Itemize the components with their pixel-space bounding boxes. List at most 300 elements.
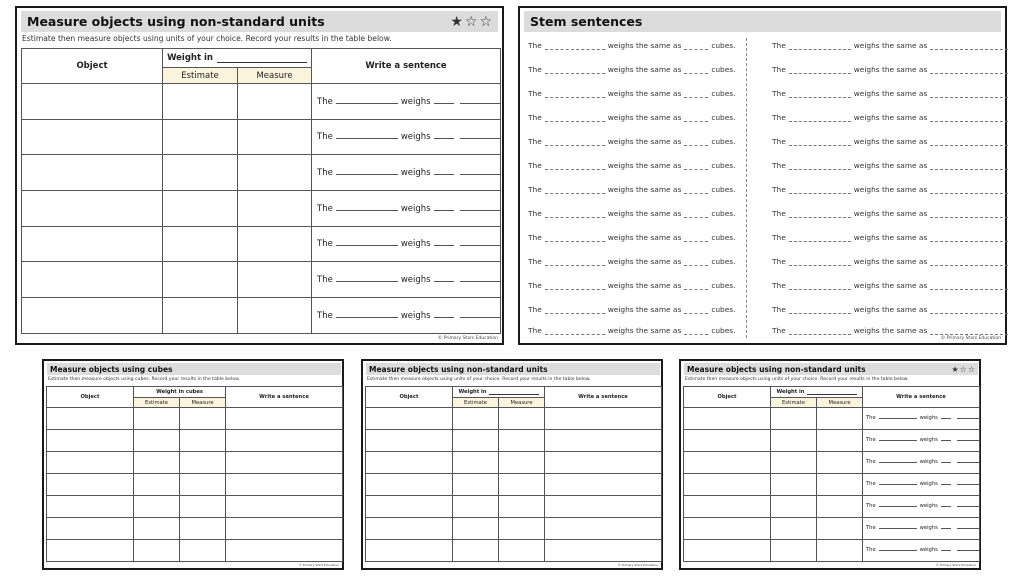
unit-blank[interactable]	[957, 484, 980, 485]
column-header-estimate: Estimate	[453, 398, 499, 408]
stem-sentence	[772, 182, 1011, 194]
number-blank[interactable]	[684, 334, 708, 335]
estimate-cell[interactable]	[771, 452, 817, 474]
number-blank[interactable]	[684, 313, 708, 314]
table-row	[366, 518, 662, 540]
estimate-cell[interactable]	[771, 474, 817, 496]
object-blank[interactable]	[789, 265, 851, 266]
sentence-cell[interactable]	[226, 540, 343, 562]
stem-word-the: The	[772, 209, 786, 218]
object-cell[interactable]	[22, 226, 163, 262]
object-blank[interactable]	[930, 313, 1008, 314]
stem-sentence	[528, 323, 736, 335]
measure-cell[interactable]	[817, 474, 863, 496]
estimate-cell[interactable]	[134, 540, 180, 562]
object-blank[interactable]	[545, 289, 605, 290]
column-header-object: Object	[22, 49, 163, 84]
table-row	[684, 474, 980, 496]
estimate-cell[interactable]	[453, 430, 499, 452]
weight-unit-blank	[217, 62, 307, 63]
table-row	[22, 191, 501, 227]
measure-cell[interactable]	[238, 155, 312, 191]
amount-blank[interactable]	[941, 462, 951, 463]
stem-word-cubes: cubes.	[711, 185, 736, 194]
amount-blank[interactable]	[434, 245, 454, 246]
table-row	[684, 408, 980, 430]
stem-phrase-weighs-same: weighs the same as	[607, 137, 682, 146]
amount-blank[interactable]	[941, 506, 951, 507]
worksheet-title: Measure objects using non-standard units	[687, 364, 866, 374]
object-cell[interactable]	[366, 496, 453, 518]
object-cell[interactable]	[22, 119, 163, 155]
object-cell[interactable]	[684, 408, 771, 430]
object-blank[interactable]	[336, 245, 398, 246]
object-cell[interactable]	[366, 408, 453, 430]
stem-sentence	[528, 278, 736, 290]
stem-sentence	[772, 302, 1011, 314]
object-blank[interactable]	[930, 49, 1008, 50]
stem-word-the: The	[772, 281, 786, 290]
object-cell[interactable]	[22, 191, 163, 227]
measure-cell[interactable]	[180, 408, 226, 430]
stem-phrase-weighs-same: weighs the same as	[607, 233, 682, 242]
stem-phrase-weighs-same: weighs the same as	[853, 257, 928, 266]
estimate-cell[interactable]	[453, 408, 499, 430]
sentence-cell[interactable]	[863, 540, 980, 562]
object-blank[interactable]	[545, 97, 605, 98]
stem-sentence	[772, 278, 1011, 290]
measure-cell[interactable]	[180, 474, 226, 496]
estimate-cell[interactable]	[163, 298, 238, 334]
unit-blank[interactable]	[460, 138, 501, 139]
sentence-cell[interactable]	[863, 518, 980, 540]
estimate-cell[interactable]	[771, 430, 817, 452]
stem-word-weighs: weighs	[919, 415, 938, 421]
object-blank[interactable]	[930, 265, 1008, 266]
estimate-cell[interactable]	[163, 155, 238, 191]
estimate-cell[interactable]	[134, 408, 180, 430]
object-cell[interactable]	[684, 474, 771, 496]
worksheet-instructions: Estimate then measure objects using units of your choice. Record your results in the table below.	[685, 377, 909, 382]
object-cell[interactable]	[684, 452, 771, 474]
estimate-cell[interactable]	[771, 496, 817, 518]
object-blank[interactable]	[879, 528, 917, 529]
object-blank[interactable]	[930, 169, 1008, 170]
column-header-measure: Measure	[238, 68, 312, 84]
sentence-cell[interactable]	[226, 452, 343, 474]
measure-cell[interactable]	[817, 496, 863, 518]
star-empty-icon: ☆	[479, 13, 492, 30]
amount-blank[interactable]	[434, 174, 454, 175]
unit-blank[interactable]	[460, 317, 501, 318]
sentence-cell[interactable]	[312, 155, 501, 191]
unit-blank[interactable]	[460, 174, 501, 175]
stem-word-weighs: weighs	[400, 275, 431, 286]
measure-cell[interactable]	[238, 119, 312, 155]
stem-word-the: The	[528, 65, 542, 74]
measure-cell[interactable]	[180, 452, 226, 474]
stem-phrase-weighs-same: weighs the same as	[607, 209, 682, 218]
sentence-cell[interactable]	[226, 518, 343, 540]
number-blank[interactable]	[684, 265, 708, 266]
object-blank[interactable]	[879, 462, 917, 463]
measure-cell[interactable]	[817, 430, 863, 452]
sentence-cell[interactable]	[226, 430, 343, 452]
object-cell[interactable]	[47, 518, 134, 540]
object-cell[interactable]	[22, 262, 163, 298]
stem-word-the: The	[866, 547, 876, 553]
measure-cell[interactable]	[238, 298, 312, 334]
amount-blank[interactable]	[941, 550, 951, 551]
object-cell[interactable]	[684, 430, 771, 452]
estimate-cell[interactable]	[134, 474, 180, 496]
unit-blank[interactable]	[460, 210, 501, 211]
estimate-cell[interactable]	[453, 496, 499, 518]
sentence-cell[interactable]	[545, 452, 662, 474]
estimate-cell[interactable]	[134, 496, 180, 518]
column-header-sentence: Write a sentence	[226, 387, 343, 408]
object-cell[interactable]	[366, 540, 453, 562]
measure-cell[interactable]	[499, 452, 545, 474]
object-blank[interactable]	[789, 334, 851, 335]
sentence-cell[interactable]	[863, 496, 980, 518]
object-blank[interactable]	[930, 241, 1008, 242]
estimate-cell[interactable]	[771, 408, 817, 430]
amount-blank[interactable]	[434, 210, 454, 211]
sentence-cell[interactable]	[863, 474, 980, 496]
object-cell[interactable]	[684, 496, 771, 518]
stem-word-cubes: cubes.	[711, 257, 736, 266]
object-blank[interactable]	[789, 241, 851, 242]
table-row	[366, 496, 662, 518]
object-blank[interactable]	[789, 193, 851, 194]
stem-phrase-weighs-same: weighs the same as	[607, 326, 682, 335]
stem-word-the: The	[317, 239, 333, 250]
object-blank[interactable]	[930, 217, 1008, 218]
stem-phrase-weighs-same: weighs the same as	[853, 137, 928, 146]
stem-word-cubes: cubes.	[711, 161, 736, 170]
amount-blank[interactable]	[941, 418, 951, 419]
stem-word-weighs: weighs	[919, 437, 938, 443]
stem-sentence	[528, 302, 736, 314]
object-blank[interactable]	[336, 174, 398, 175]
sentence-cell[interactable]	[545, 496, 662, 518]
estimate-cell[interactable]	[134, 452, 180, 474]
sentence-cell[interactable]	[863, 430, 980, 452]
stem-word-weighs: weighs	[400, 132, 431, 143]
object-blank[interactable]	[930, 193, 1008, 194]
object-cell[interactable]	[22, 298, 163, 334]
object-blank[interactable]	[789, 145, 851, 146]
sentence-cell[interactable]	[312, 191, 501, 227]
table-row	[47, 452, 343, 474]
stem-word-weighs: weighs	[919, 481, 938, 487]
measure-cell[interactable]	[499, 474, 545, 496]
object-blank[interactable]	[545, 241, 605, 242]
number-blank[interactable]	[684, 121, 708, 122]
stem-word-the: The	[528, 209, 542, 218]
object-cell[interactable]	[47, 540, 134, 562]
sentence-cell[interactable]	[545, 474, 662, 496]
estimate-cell[interactable]	[453, 540, 499, 562]
stem-word-weighs: weighs	[400, 168, 431, 179]
copyright-footer: © Primary Stars Education	[940, 336, 1001, 341]
number-blank[interactable]	[684, 145, 708, 146]
object-blank[interactable]	[789, 289, 851, 290]
measure-cell[interactable]	[499, 518, 545, 540]
stem-phrase-weighs-same: weighs the same as	[607, 305, 682, 314]
stem-sentence	[528, 62, 736, 74]
sentence-cell[interactable]	[545, 408, 662, 430]
object-blank[interactable]	[879, 484, 917, 485]
number-blank[interactable]	[684, 169, 708, 170]
object-blank[interactable]	[789, 169, 851, 170]
object-cell[interactable]	[22, 155, 163, 191]
object-blank[interactable]	[930, 289, 1008, 290]
sentence-cell[interactable]	[545, 540, 662, 562]
measure-cell[interactable]	[499, 496, 545, 518]
results-table	[46, 386, 343, 562]
object-blank[interactable]	[336, 138, 398, 139]
column-header-estimate: Estimate	[163, 68, 238, 84]
star-empty-icon: ☆	[464, 13, 478, 30]
object-blank[interactable]	[879, 550, 917, 551]
sentence-cell[interactable]	[312, 226, 501, 262]
object-blank[interactable]	[545, 265, 605, 266]
stem-word-weighs: weighs	[919, 547, 938, 553]
number-blank[interactable]	[684, 289, 708, 290]
unit-blank[interactable]	[957, 440, 980, 441]
measure-cell[interactable]	[499, 430, 545, 452]
copyright-footer: © Primary Stars Education	[298, 563, 339, 567]
worksheet-stem-sentences	[518, 6, 1007, 345]
stem-word-the: The	[772, 137, 786, 146]
estimate-cell[interactable]	[771, 540, 817, 562]
measure-cell[interactable]	[817, 518, 863, 540]
sentence-cell[interactable]	[312, 298, 501, 334]
sentence-cell[interactable]	[863, 452, 980, 474]
measure-cell[interactable]	[238, 226, 312, 262]
object-blank[interactable]	[336, 317, 398, 318]
stem-word-the: The	[528, 233, 542, 242]
unit-blank[interactable]	[957, 418, 980, 419]
stem-word-cubes: cubes.	[711, 113, 736, 122]
object-blank[interactable]	[789, 121, 851, 122]
estimate-cell[interactable]	[453, 474, 499, 496]
object-cell[interactable]	[47, 430, 134, 452]
amount-blank[interactable]	[941, 440, 951, 441]
results-table	[365, 386, 662, 562]
measure-cell[interactable]	[180, 540, 226, 562]
stem-word-cubes: cubes.	[711, 281, 736, 290]
sentence-cell[interactable]	[312, 119, 501, 155]
stem-word-the: The	[528, 281, 542, 290]
object-blank[interactable]	[336, 210, 398, 211]
object-blank[interactable]	[789, 49, 851, 50]
stem-phrase-weighs-same: weighs the same as	[853, 305, 928, 314]
amount-blank[interactable]	[941, 528, 951, 529]
column-header-estimate: Estimate	[771, 398, 817, 408]
stem-phrase-weighs-same: weighs the same as	[853, 185, 928, 194]
sentence-cell[interactable]	[863, 408, 980, 430]
measure-cell[interactable]	[180, 518, 226, 540]
sentence-cell[interactable]	[312, 84, 501, 120]
amount-blank[interactable]	[434, 103, 454, 104]
weight-in-label: Weight in	[776, 389, 805, 395]
object-blank[interactable]	[545, 73, 605, 74]
number-blank[interactable]	[684, 49, 708, 50]
measure-cell[interactable]	[238, 84, 312, 120]
unit-blank[interactable]	[957, 528, 980, 529]
object-cell[interactable]	[684, 518, 771, 540]
stem-word-cubes: cubes.	[711, 89, 736, 98]
stem-phrase-weighs-same: weighs the same as	[607, 89, 682, 98]
object-cell[interactable]	[366, 518, 453, 540]
amount-blank[interactable]	[434, 281, 454, 282]
estimate-cell[interactable]	[163, 226, 238, 262]
sentence-cell[interactable]	[545, 430, 662, 452]
worksheet-measure-non-standard-stems-small	[679, 359, 981, 570]
table-row	[684, 540, 980, 562]
column-header-weight	[163, 49, 312, 68]
unit-blank[interactable]	[460, 281, 501, 282]
stem-word-the: The	[772, 113, 786, 122]
measure-cell[interactable]	[180, 496, 226, 518]
object-blank[interactable]	[545, 313, 605, 314]
estimate-cell[interactable]	[163, 191, 238, 227]
measure-cell[interactable]	[238, 191, 312, 227]
number-blank[interactable]	[684, 73, 708, 74]
estimate-cell[interactable]	[771, 518, 817, 540]
stem-phrase-weighs-same: weighs the same as	[853, 326, 928, 335]
stem-word-weighs: weighs	[400, 239, 431, 250]
amount-blank[interactable]	[434, 138, 454, 139]
stem-word-weighs: weighs	[919, 459, 938, 465]
difficulty-stars	[951, 365, 975, 374]
object-blank[interactable]	[879, 418, 917, 419]
table-row	[22, 262, 501, 298]
weight-in-label: Weight in	[167, 53, 213, 63]
stem-word-the: The	[772, 257, 786, 266]
object-blank[interactable]	[930, 334, 1008, 335]
stem-word-cubes: cubes.	[711, 305, 736, 314]
stem-word-the: The	[772, 65, 786, 74]
object-blank[interactable]	[930, 145, 1008, 146]
object-blank[interactable]	[930, 73, 1008, 74]
stem-word-the: The	[528, 41, 542, 50]
estimate-cell[interactable]	[134, 430, 180, 452]
amount-blank[interactable]	[941, 484, 951, 485]
stem-phrase-weighs-same: weighs the same as	[607, 281, 682, 290]
sentence-cell[interactable]	[545, 518, 662, 540]
table-row	[366, 474, 662, 496]
estimate-cell[interactable]	[453, 518, 499, 540]
worksheet-instructions: Estimate then measure objects using units of your choice. Record your results in the table below.	[22, 34, 392, 43]
object-cell[interactable]	[47, 452, 134, 474]
number-blank[interactable]	[684, 241, 708, 242]
object-blank[interactable]	[789, 73, 851, 74]
worksheet-title: Measure objects using cubes	[50, 364, 173, 374]
number-blank[interactable]	[684, 217, 708, 218]
unit-blank[interactable]	[957, 462, 980, 463]
unit-blank[interactable]	[460, 245, 501, 246]
object-cell[interactable]	[366, 474, 453, 496]
measure-cell[interactable]	[817, 540, 863, 562]
stem-word-the: The	[772, 89, 786, 98]
stem-word-the: The	[528, 113, 542, 122]
number-blank[interactable]	[684, 193, 708, 194]
unit-blank[interactable]	[957, 550, 980, 551]
number-blank[interactable]	[684, 97, 708, 98]
object-blank[interactable]	[879, 506, 917, 507]
stem-word-the: The	[528, 161, 542, 170]
estimate-cell[interactable]	[453, 452, 499, 474]
object-blank[interactable]	[545, 121, 605, 122]
stem-word-the: The	[528, 326, 542, 335]
measure-cell[interactable]	[499, 540, 545, 562]
object-blank[interactable]	[789, 313, 851, 314]
copyright-footer: © Primary Stars Education	[617, 563, 658, 567]
unit-blank[interactable]	[460, 103, 501, 104]
table-body	[366, 408, 662, 562]
object-blank[interactable]	[545, 145, 605, 146]
amount-blank[interactable]	[434, 317, 454, 318]
object-cell[interactable]	[47, 474, 134, 496]
measure-cell[interactable]	[817, 408, 863, 430]
estimate-cell[interactable]	[163, 262, 238, 298]
column-header-sentence: Write a sentence	[863, 387, 980, 408]
object-blank[interactable]	[545, 169, 605, 170]
object-blank[interactable]	[930, 97, 1008, 98]
table-row	[47, 408, 343, 430]
measure-cell[interactable]	[238, 262, 312, 298]
object-blank[interactable]	[336, 103, 398, 104]
table-row	[47, 474, 343, 496]
measure-cell[interactable]	[499, 408, 545, 430]
object-blank[interactable]	[879, 440, 917, 441]
estimate-cell[interactable]	[134, 518, 180, 540]
measure-cell[interactable]	[817, 452, 863, 474]
object-cell[interactable]	[47, 496, 134, 518]
stem-sentence	[528, 110, 736, 122]
object-blank[interactable]	[930, 121, 1008, 122]
stem-word-the: The	[317, 168, 333, 179]
object-cell[interactable]	[22, 84, 163, 120]
object-blank[interactable]	[545, 193, 605, 194]
estimate-cell[interactable]	[163, 84, 238, 120]
estimate-cell[interactable]	[163, 119, 238, 155]
stem-phrase-weighs-same: weighs the same as	[607, 185, 682, 194]
object-cell[interactable]	[684, 540, 771, 562]
stem-word-the: The	[866, 459, 876, 465]
object-blank[interactable]	[545, 217, 605, 218]
object-blank[interactable]	[545, 334, 605, 335]
object-blank[interactable]	[545, 49, 605, 50]
object-cell[interactable]	[47, 408, 134, 430]
unit-blank[interactable]	[957, 506, 980, 507]
sentence-cell[interactable]	[226, 474, 343, 496]
object-cell[interactable]	[366, 452, 453, 474]
object-blank[interactable]	[336, 281, 398, 282]
measure-cell[interactable]	[180, 430, 226, 452]
sentence-cell[interactable]	[312, 262, 501, 298]
object-cell[interactable]	[366, 430, 453, 452]
object-blank[interactable]	[789, 217, 851, 218]
object-blank[interactable]	[789, 97, 851, 98]
sentence-cell[interactable]	[226, 496, 343, 518]
sentence-cell[interactable]	[226, 408, 343, 430]
weight-in-label: Weight in	[458, 389, 487, 395]
